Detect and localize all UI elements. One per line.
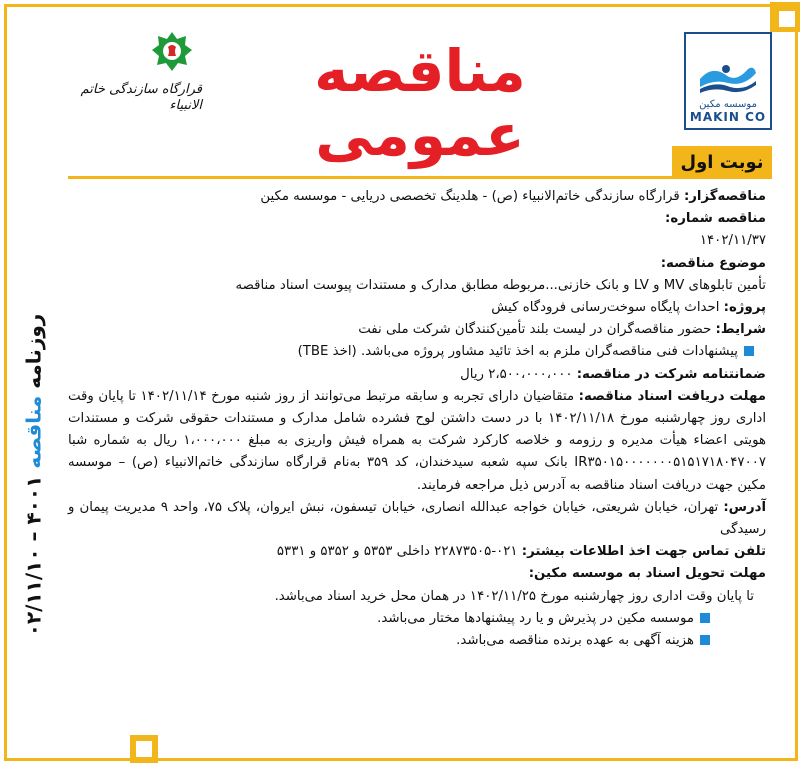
- address-value: تهران، خیابان شریعتی، خیابان خواجه عبدالله انصاری، خیابان تیسفون، نبش ایروان، پلاک ۷۵، واحد ۹ مدیریت پیمان و رسیدگی: [68, 499, 766, 538]
- round-badge: نوبت اول: [672, 146, 772, 178]
- organizer-value: قرارگاه سازندگی خاتم‌الانبیاء (ص) - هلدینگ تخصصی دریایی - موسسه مکین: [260, 189, 684, 204]
- address-label: آدرس:: [723, 499, 767, 515]
- phone-line: [68, 541, 766, 563]
- phone-value: ۰۲۱-۲۲۸۷۳۵۰۵ داخلی ۵۳۵۳ و ۵۳۵۲ و ۵۳۳۱: [276, 544, 522, 560]
- corner-decoration-bottom-left: [130, 735, 158, 763]
- project-value: احداث پایگاه سوخت‌رسانی فرودگاه کیش: [491, 300, 724, 316]
- subject-label: موضوع مناقصه:: [660, 255, 766, 271]
- tbe-line: [68, 341, 766, 363]
- corner-decoration-top-right: [770, 2, 800, 32]
- conditions-label: شرایط:: [715, 322, 766, 338]
- newspaper-imprint: [21, 314, 45, 637]
- imprint-brand: مناقصه: [21, 395, 46, 469]
- page-title: مناقصه عمومی: [314, 37, 526, 169]
- number-label: مناقصه شماره:: [665, 211, 766, 227]
- deadline-paragraph: [68, 386, 766, 497]
- emblem-icon: [150, 30, 194, 74]
- guarantee-line: [68, 364, 766, 386]
- subject-value: تأمین تابلوهای MV و LV و بانک خازنی...مربوطه مطابق مدارک و مستندات پیوست اسناد مناقصه: [235, 277, 766, 293]
- divider-line: [68, 176, 772, 179]
- tender-body: [68, 186, 766, 652]
- address-paragraph: [68, 497, 766, 541]
- makin-logo-fa: موسسه مکین: [699, 99, 757, 110]
- delivery-label-line: [68, 563, 766, 585]
- khatam-logo: [72, 30, 202, 140]
- right-note-line: [68, 608, 766, 630]
- bullet-icon: [700, 613, 710, 623]
- deadline-value: متقاضیان دارای تجربه و سابقه مرتبط می‌توانند از روز شنبه مورخ ۱۴۰۲/۱۱/۱۴ تا پایان وقت اداری روز چهارشنبه مورخ ۱۴۰۲/۱۱/۱۸ با در دست داشتن لوح فشرده شامل مدارک و مستندات حقوقی شرکت و مستندات هویتی اعضاء هیأت مدیره و رزومه و خلاصه کارکرد شرکت به همراه فیش واریزی به مبلغ ۱،۰۰۰،۰۰۰ ریال به شماره شبا IR۳۵۰۱۵۰۰۰۰۰۰۰۵۱۵۱۷۱۸۰۴۷۰۰۷ بانک سپه شعبه سیدخندان، کد ۳۵۹ به‌نام قرارگاه سازندگی خاتم‌الانبیاء (ص) – موسسه مکین جهت دریافت اسناد مناقصه به آدرس ذیل مراجعه فرمایند.: [68, 388, 767, 493]
- makin-logo-en: MAKIN CO: [689, 110, 767, 124]
- conditions-value: حضور مناقصه‌گران در لیست بلند تأمین‌کنندگان شرکت ملی نفت: [358, 322, 716, 338]
- number-value: ۱۴۰۲/۱۱/۳۷: [699, 233, 766, 249]
- organizer-line: [68, 186, 766, 208]
- number-line: [68, 208, 766, 230]
- imprint-issue: ۴۰۰۱ – ۰۲/۱۱/۱۰: [21, 468, 46, 637]
- guarantee-label: ضمانتنامه شرکت در مناقصه:: [576, 366, 766, 382]
- khatam-logo-script: قرارگاه سازندگی خاتم الانبیاء: [80, 82, 202, 113]
- tbe-note: پیشنهادات فنی مناقصه‌گران ملزم به اخذ تائید مشاور پروژه می‌باشد. (اخذ TBE): [297, 344, 738, 360]
- right-note: موسسه مکین در پذیرش و یا رد پیشنهادها مختار می‌باشد.: [377, 610, 694, 626]
- phone-label: تلفن تماس جهت اخذ اطلاعات بیشتر:: [521, 544, 766, 560]
- wave-logo-icon: [696, 59, 760, 95]
- project-line: [68, 297, 766, 319]
- bullet-icon: [744, 346, 754, 356]
- deadline-label: مهلت دریافت اسناد مناقصه:: [578, 388, 766, 404]
- side-strip: [8, 313, 58, 637]
- cost-note: هزینه آگهی به عهده برنده مناقصه می‌باشد.: [456, 633, 694, 649]
- delivery-value: تا پایان وقت اداری روز چهارشنبه مورخ ۱۴۰۲/۱۱/۲۵ در همان محل خرید اسناد می‌باشد.: [274, 588, 754, 604]
- cost-note-line: [68, 630, 766, 652]
- makin-logo: [684, 32, 772, 130]
- subject-label-line: [68, 253, 766, 275]
- delivery-label: مهلت تحویل اسناد به موسسه مکین:: [528, 566, 766, 582]
- conditions-line: [68, 319, 766, 341]
- bullet-icon: [700, 635, 710, 645]
- guarantee-value: ۲،۵۰۰،۰۰۰،۰۰۰ ریال: [460, 366, 577, 382]
- project-label: پروژه:: [723, 300, 766, 316]
- organizer-label: مناقصه‌گزار:: [683, 189, 766, 204]
- imprint-prefix: روزنامه: [21, 313, 46, 396]
